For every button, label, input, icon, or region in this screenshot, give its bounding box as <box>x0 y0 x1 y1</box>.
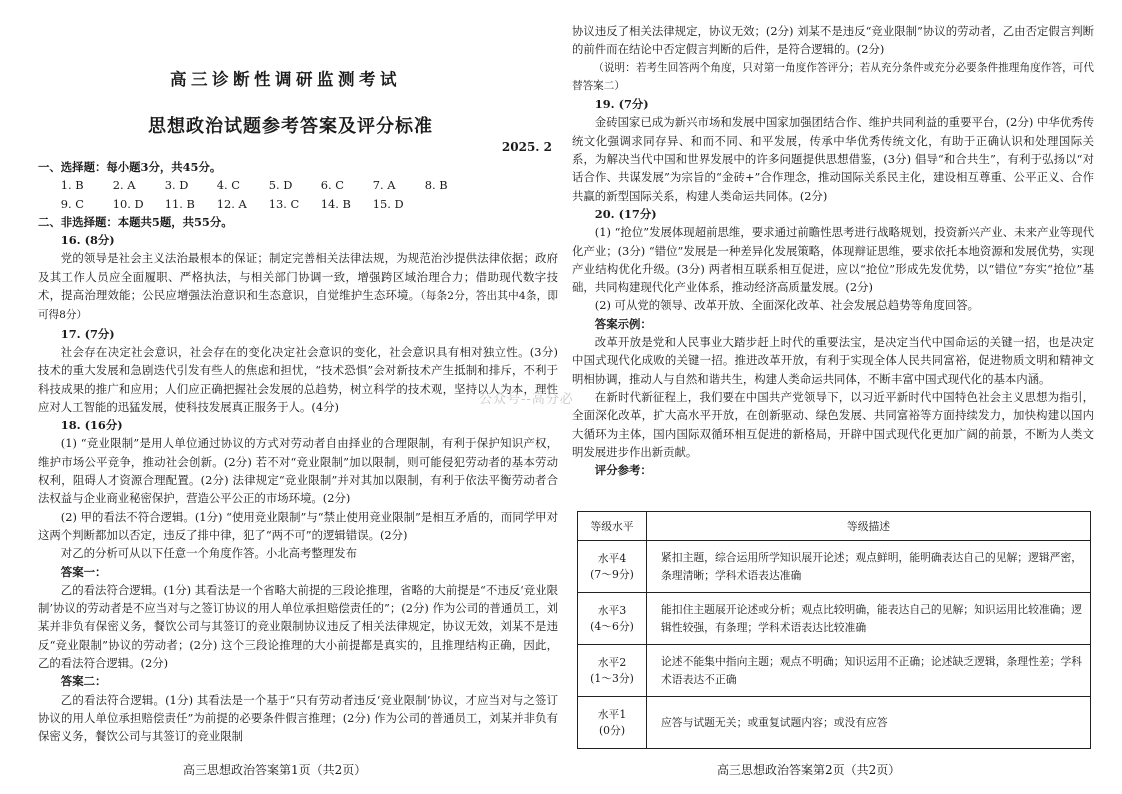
mc-answer: 15. D <box>372 196 404 211</box>
q17-answer: 社会存在决定社会意识，社会存在的变化决定社会意识的变化，社会意识具有相对独立性。(3分) 技术的重大发展和急剧迭代引发有些人的焦虑和担忧，“技术恐惧”会对新技术产生抵制和排斥，不利于科技成果的推广和应用；人们应正确把握社会发展的总趋势，树立科学的技术观，坚持以人为本，理性应对人工智能的迅猛发展，使科技发展真正服务于人。(4分) <box>38 344 558 414</box>
grading-rubric-table <box>577 511 1091 749</box>
q20-part2: (2) 可从党的领导、改革开放、全面深化改革、社会发展总趋势等角度回答。 <box>594 298 980 313</box>
mc-answer: 5. D <box>268 178 293 193</box>
level-score: (4～6分) <box>590 619 634 633</box>
grading-note: （说明：若考生回答两个角度，只对第一角度作答评分；若从充分条件或充分必要条件推理角度作答，可代替答案二） <box>572 61 1094 92</box>
answer1-heading: 答案一： <box>60 564 107 579</box>
level-cell <box>578 697 647 749</box>
header-description: 等级描述 <box>647 512 1091 541</box>
mc-answer: 6. C <box>320 178 345 193</box>
mc-answer: 8. B <box>424 178 448 193</box>
page2-footer: 高三思想政治答案第2页（共2页） <box>717 763 901 777</box>
q16-answer <box>38 249 558 324</box>
left-body <box>38 158 558 746</box>
level-name: 水平3 <box>597 603 627 617</box>
q18-part2: (2) 甲的看法不符合逻辑。(1分) “使用竞业限制”与“禁止使用竞业限制”是相互矛盾的，而同学甲对这两个判断都加以否定，违反了排中律，犯了“两不可”的逻辑错误。(2分) <box>38 509 558 542</box>
header-level: 等级水平 <box>578 512 647 541</box>
table-row <box>578 541 1091 593</box>
section2-heading: 二、非选择题：本题共5题，共55分。 <box>38 214 233 229</box>
mc-answer: 9. C <box>60 196 85 211</box>
example-paragraph-2: 在新时代新征程上，我们要在中国共产党领导下，以习近平新时代中国特色社会主义思想为指引，全面深化改革，扩大高水平开放，在创新驱动、绿色发展、共同富裕等方面持续发力，加快构建以国内大循环为主体，国内国际双循环相互促进的新格局，开辟中国式现代化更加广阔的前景，不断为人类文明发展进步作出新贡献。 <box>572 389 1094 459</box>
level-cell <box>578 593 647 645</box>
level-score: (0分) <box>598 723 626 737</box>
level-name: 水平2 <box>597 655 627 669</box>
mc-answer: 13. C <box>268 196 300 211</box>
table-row <box>578 697 1091 749</box>
mc-answer: 3. D <box>164 178 189 193</box>
mc-answer: 1. B <box>60 178 84 193</box>
right-body <box>572 22 1094 479</box>
q18-continued: 协议违反了相关法律规定，协议无效；(2分) 刘某不是违反“竞业限制”协议的劳动者，乙由否定假言判断的前件而在结论中否定假言判断的后件，是符合逻辑的。(2分) <box>572 24 1094 57</box>
answer2-heading: 答案二： <box>60 674 107 689</box>
q16-heading: 16. (8分) <box>60 233 115 248</box>
example-heading: 答案示例： <box>594 316 652 331</box>
mc-answers-row2 <box>38 195 558 213</box>
q18-heading: 18. (16分) <box>60 418 123 433</box>
level-cell <box>578 541 647 593</box>
section1-heading: 一、选择题：每小题3分，共45分。 <box>38 160 222 174</box>
table-row <box>578 593 1091 645</box>
q19-heading: 19. (7分) <box>594 97 649 112</box>
level-name: 水平1 <box>597 707 627 721</box>
level-score: (7～9分) <box>590 567 634 581</box>
mc-answer: 4. C <box>216 178 241 193</box>
answer1-text: 乙的看法符合逻辑。(1分) 其看法是一个省略大前提的三段论推理，省略的大前提是“不违反‘竞业限制’协议的劳动者是不应当对与之签订协议的用人单位承担赔偿责任的”；(2分) 作为公司的普通员工，刘某并非负有保密义务，餐饮公司与其签订的竞业限制协议违反了相关法律规定，协议无效，刘某不是违反“竞业限制”协议的劳动者；(2分) 这个三段论推理的大小前提都是真实的，且推理结构正确，因此，乙的看法符合逻辑。(2分) <box>38 582 558 671</box>
rubric-heading: 评分参考： <box>594 463 652 478</box>
q19-answer: 金砖国家已成为新兴市场和发展中国家加强团结合作、维护共同利益的重要平台，(2分) 中华优秀传统文化强调求同存异、和而不同、和平发展，传承中华优秀传统文化，有助于正确认识和处理国际关系，为解决当代中国和世界发展中的许多问题提供思想借鉴，(3分) 倡导“和合共生”，有利于弘扬以“对话合作、共谋发展”为宗旨的“金砖+”合作理念，推动国际关系民主化，建设相互尊重、公平正义、合作共赢的新型国际关系，构建人类命运共同体。(2分) <box>572 115 1094 203</box>
q18-any-angle: 对乙的分析可从以下任意一个角度作答。小北高考整理发布 <box>60 546 357 561</box>
exam-date: 2025. 2 <box>501 140 552 154</box>
q20-heading: 20. (17分) <box>594 206 657 221</box>
exam-title: 高三诊断性调研监测考试 <box>170 70 401 89</box>
description-cell: 论述不能集中指向主题；观点不明确；知识运用不正确；论述缺乏逻辑，条理性差；学科术语表达不正确 <box>647 645 1091 697</box>
q17-heading: 17. (7分) <box>60 326 115 341</box>
level-score: (1～3分) <box>590 671 634 685</box>
description-cell: 紧扣主题，综合运用所学知识展开论述；观点鲜明，能明确表达自己的见解；逻辑严密，条理清晰；学科术语表达准确 <box>647 541 1091 593</box>
document-title: 思想政治试题参考答案及评分标准 <box>148 116 433 137</box>
mc-answer: 12. A <box>216 196 247 211</box>
watermark-text: 公众号--高分必 <box>479 392 574 407</box>
example-paragraph-1: 改革开放是党和人民事业大踏步赶上时代的重要法宝，是决定当代中国命运的关键一招，也是决定中国式现代化成败的关键一招。推进改革开放，有利于实现全体人民共同富裕，促进物质文明和精神文明相协调，推动人与自然和谐共生，构建人类命运共同体，不断丰富中国式现代化的基本内涵。 <box>572 335 1094 386</box>
description-cell: 应答与试题无关；或重复试题内容；或没有应答 <box>647 697 1091 749</box>
level-name: 水平4 <box>597 551 627 565</box>
level-cell <box>578 645 647 697</box>
mc-answer: 11. B <box>164 196 195 211</box>
mc-answer: 2. A <box>112 178 136 193</box>
mc-answers-row1 <box>38 176 558 194</box>
mc-answer: 14. B <box>320 196 351 211</box>
answer2-text: 乙的看法符合逻辑。(1分) 其看法是一个基于“只有劳动者违反‘竞业限制’协议，才应当对与之签订协议的用人单位承担赔偿责任”为前提的必要条件假言推理；(2分) 作为公司的普通员工，刘某并非负有保密义务，餐饮公司与其签订的竞业限制 <box>38 692 558 744</box>
description-cell: 能扣住主题展开论述或分析；观点比较明确，能表达自己的见解；知识运用比较准确；逻辑性较强，有条理；学科术语表达比较准确 <box>647 593 1091 645</box>
q16-text: 党的领导是社会主义法治最根本的保证；制定完善相关法律法规，为规范治沙提供法律依据；政府及其工作人员应全面履职、严格执法，与相关部门协调一致，增强跨区域治理合力；借助现代数字技术，提高治理效能；公民应增强法治意识和生态意识，自觉维护生态环境。 <box>38 251 558 303</box>
table-header-row <box>578 512 1091 541</box>
mc-answer: 10. D <box>112 196 144 211</box>
q16-note: （每条2分，答出其中4条，即可得8分） <box>38 290 558 322</box>
q18-part1: (1) “竞业限制”是用人单位通过协议的方式对劳动者自由择业的合理限制，有利于保护知识产权，维护市场公平竞争，推动社会创新。(2分) 若不对“竞业限制”加以限制，则可能侵犯劳动者的基本劳动权利，阻碍人才资源合理配置。(2分) 法律规定“竞业限制”并对其加以限制，有利于依法平衡劳动者合法权益与企业商业秘密保护，营造公平公正的市场环境。(2分) <box>38 436 558 506</box>
right-page <box>572 0 1094 794</box>
table-row <box>578 645 1091 697</box>
page1-footer: 高三思想政治答案第1页（共2页） <box>183 763 367 777</box>
q20-part1: (1) “抢位”发展体现超前思维，要求通过前瞻性思考进行战略规划，投资新兴产业、未来产业等现代化产业；(3分) “错位”发展是一种差异化发展策略，体现辩证思维，要求依托本地资源和发展优势，实现产业结构优化升级。(3分) 两者相互联系相互促进，应以“抢位”形成先发优势，以“错位”夯实“抢位”基础，共同构建现代化产业体系，推动经济高质量发展。(2分) <box>572 225 1094 295</box>
mc-answer: 7. A <box>372 178 396 193</box>
